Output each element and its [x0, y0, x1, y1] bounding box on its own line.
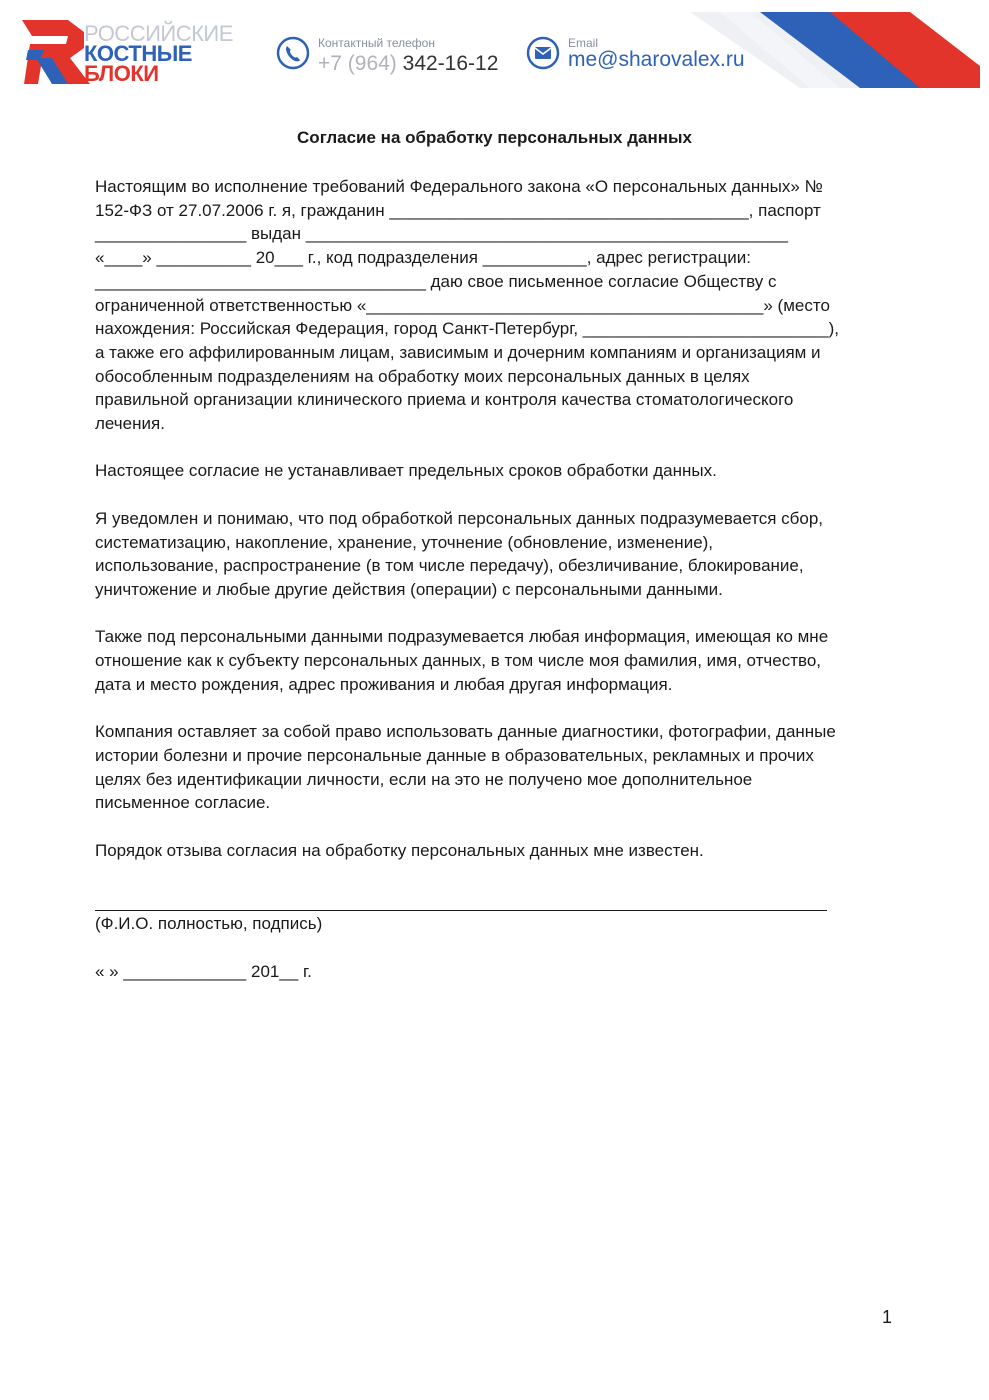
- signature-line[interactable]: [95, 910, 827, 911]
- text-line: Также под персональными данными подразумевается любая информация, имеющая ко мне: [95, 627, 829, 647]
- paragraph-definition: [95, 625, 895, 696]
- company-logo: [22, 14, 257, 89]
- date-field[interactable]: « » _____________ 201__ г.: [95, 962, 312, 981]
- text-line: использование, распространение (в том числе передачу), обезличивание, блокирование,: [95, 556, 804, 576]
- paragraph-term: [95, 459, 895, 483]
- logo-wordmark: [84, 21, 233, 86]
- envelope-icon: [526, 36, 560, 70]
- text-line: 152-ФЗ от 27.07.2006 г. я, гражданин ______________________________________, паспорт: [95, 200, 821, 220]
- text-line: нахождения: Российская Федерация, город Санкт-Петербург, __________________________),: [95, 319, 839, 339]
- paragraph-processing: [95, 507, 895, 602]
- text-line: Настоящее согласие не устанавливает предельных сроков обработки данных.: [95, 461, 717, 481]
- text-line: ограниченной ответственностью «__________________________________________» (место: [95, 295, 830, 315]
- text-line: «____» __________ 20___ г., код подразделения ___________, адрес регистрации:: [95, 248, 751, 268]
- text-line: Я уведомлен и понимаю, что под обработкой персональных данных подразумевается сбор,: [95, 508, 823, 528]
- text-line: уничтожение и любые другие действия (операции) с персональными данными.: [95, 579, 723, 599]
- r-letter-logo-icon: [22, 14, 92, 89]
- text-line: истории болезни и прочие персональные данные в образовательных, рекламных и прочих: [95, 745, 814, 765]
- logo-line-1: РОССИЙСКИЕ: [84, 21, 233, 46]
- phone-icon: [276, 36, 310, 70]
- email-link[interactable]: me@sharovalex.ru: [568, 48, 745, 71]
- paragraph-consent: [95, 175, 895, 436]
- email-label: Email: [568, 36, 599, 50]
- phone-digits: 342-16-12: [402, 52, 499, 75]
- text-line: Компания оставляет за собой право использовать данные диагностики, фотографии, данные: [95, 722, 836, 742]
- text-line: ________________ выдан ___________________________________________________: [95, 224, 788, 244]
- text-line: правильной организации клинического приема и контроля качества стоматологического: [95, 390, 794, 410]
- paragraph-usage-rights: [95, 720, 895, 815]
- signature-caption: (Ф.И.О. полностью, подпись): [95, 914, 323, 933]
- logo-line-2: КОСТНЫЕ: [84, 41, 192, 66]
- text-line: целях без идентификации личности, если на это не получено мое дополнительное: [95, 769, 753, 789]
- text-line: ___________________________________ даю свое письменное согласие Обществу с: [95, 271, 777, 291]
- phone-label: Контактный телефон: [318, 36, 435, 50]
- text-line: систематизацию, накопление, хранение, уточнение (обновление, изменение),: [95, 532, 714, 552]
- russian-flag-stripes: [690, 12, 980, 88]
- phone-prefix: +7 (964): [318, 52, 397, 75]
- letterhead: [0, 0, 989, 100]
- text-line: Настоящим во исполнение требований Федерального закона «О персональных данных» №: [95, 177, 823, 196]
- text-line: обособленным подразделениям на обработку моих персональных данных в целях: [95, 366, 750, 386]
- paragraph-withdrawal: [95, 839, 895, 863]
- page-number: 1: [882, 1307, 893, 1327]
- text-line: лечения.: [95, 414, 165, 434]
- document-title: Согласие на обработку персональных данных: [297, 128, 692, 147]
- document-body: [95, 175, 895, 886]
- logo-line-3: БЛОКИ: [84, 61, 159, 86]
- text-line: Порядок отзыва согласия на обработку персональных данных мне известен.: [95, 840, 704, 860]
- text-line: письменное согласие.: [95, 793, 271, 813]
- text-line: дата и место рождения, адрес проживания и любая другая информация.: [95, 674, 673, 694]
- text-line: а также его аффилированным лицам, зависимым и дочерним компаниям и организациям и: [95, 342, 821, 362]
- contact-phone: [276, 34, 516, 78]
- phone-number[interactable]: [318, 52, 498, 76]
- text-line: отношение как к субъекту персональных данных, в том числе моя фамилия, имя, отчество,: [95, 651, 821, 671]
